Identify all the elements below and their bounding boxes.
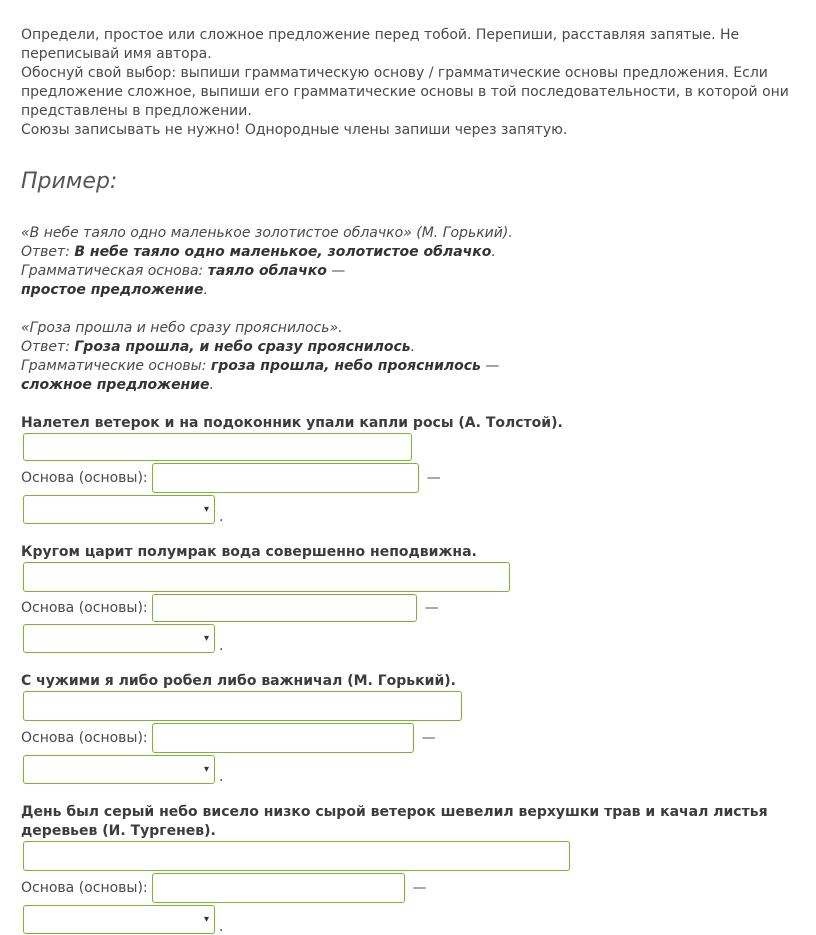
task-sentence: Кругом царит полумрак вода совершенно неподвижна. [21,544,477,560]
chevron-down-icon: ▾ [203,633,209,644]
chevron-down-icon: ▾ [203,764,209,775]
chevron-down-icon: ▾ [203,504,209,515]
task-2 [21,543,807,653]
task-sentence: День был серый небо висело низко сырой ветерок шевелил верхушки трав и качал листья деревьев (И. Тургенев). [21,804,768,839]
example-quote: «В небе таяло одно маленькое золотистое облачко» (М. Горький). [21,225,513,241]
basis-label: Основа (основы): [21,880,148,896]
task-sentence: Налетел ветерок и на подоконник упали капли росы (А. Толстой). [21,415,563,431]
answer-input[interactable] [23,841,570,871]
type-select[interactable] [23,905,215,934]
example-heading: Пример: [21,169,118,194]
example-quote: «Гроза прошла и небо сразу прояснилось». [21,320,343,336]
example-1 [21,224,807,300]
example-basis: Грамматические основы: гроза прошла, небо прояснилось — [21,358,500,374]
basis-label: Основа (основы): [21,730,148,746]
example-2 [21,319,807,395]
answer-input[interactable] [23,433,412,461]
basis-label: Основа (основы): [21,470,148,486]
example-basis: Грамматическая основа: таяло облачко — [21,263,346,279]
basis-label: Основа (основы): [21,600,148,616]
basis-input[interactable] [152,723,414,753]
dash: — [412,880,427,896]
example-type: простое предложение. [21,282,208,298]
period: . [219,509,224,525]
basis-input[interactable] [152,463,419,493]
example-type: сложное предложение. [21,377,214,393]
task-4 [21,803,807,934]
answer-input[interactable] [23,562,510,592]
dash: — [421,730,436,746]
exercise [21,26,807,934]
example-answer: Ответ: В небе таяло одно маленькое, золотистое облачко. [21,244,496,260]
basis-input[interactable] [152,594,417,622]
dash: — [426,470,441,486]
example-answer: Ответ: Гроза прошла, и небо сразу прояснилось. [21,339,416,355]
type-select[interactable] [23,755,215,784]
dash: — [424,600,439,616]
instruction-1: Определи, простое или сложное предложение перед тобой. Перепиши, расставляя запятые. Не переписывай имя автора. [21,27,740,62]
period: . [219,919,224,935]
type-select[interactable] [23,495,215,524]
instruction-2: Обоснуй свой выбор: выпиши грамматическую основу / грамматические основы предложения. Если предложение сложное, выпиши его грамматические основы в той последовательности, в которой они представлены в предложении. [21,65,789,119]
instruction-3: Союзы записывать не нужно! Однородные члены запиши через запятую. [21,122,568,138]
answer-input[interactable] [23,691,462,721]
instructions [21,26,807,140]
task-sentence: С чужими я либо робел либо важничал (М. Горький). [21,673,456,689]
period: . [219,638,224,654]
chevron-down-icon: ▾ [203,914,209,925]
task-3 [21,672,807,784]
period: . [219,769,224,785]
basis-input[interactable] [152,873,405,903]
type-select[interactable] [23,624,215,653]
task-1 [21,414,807,524]
